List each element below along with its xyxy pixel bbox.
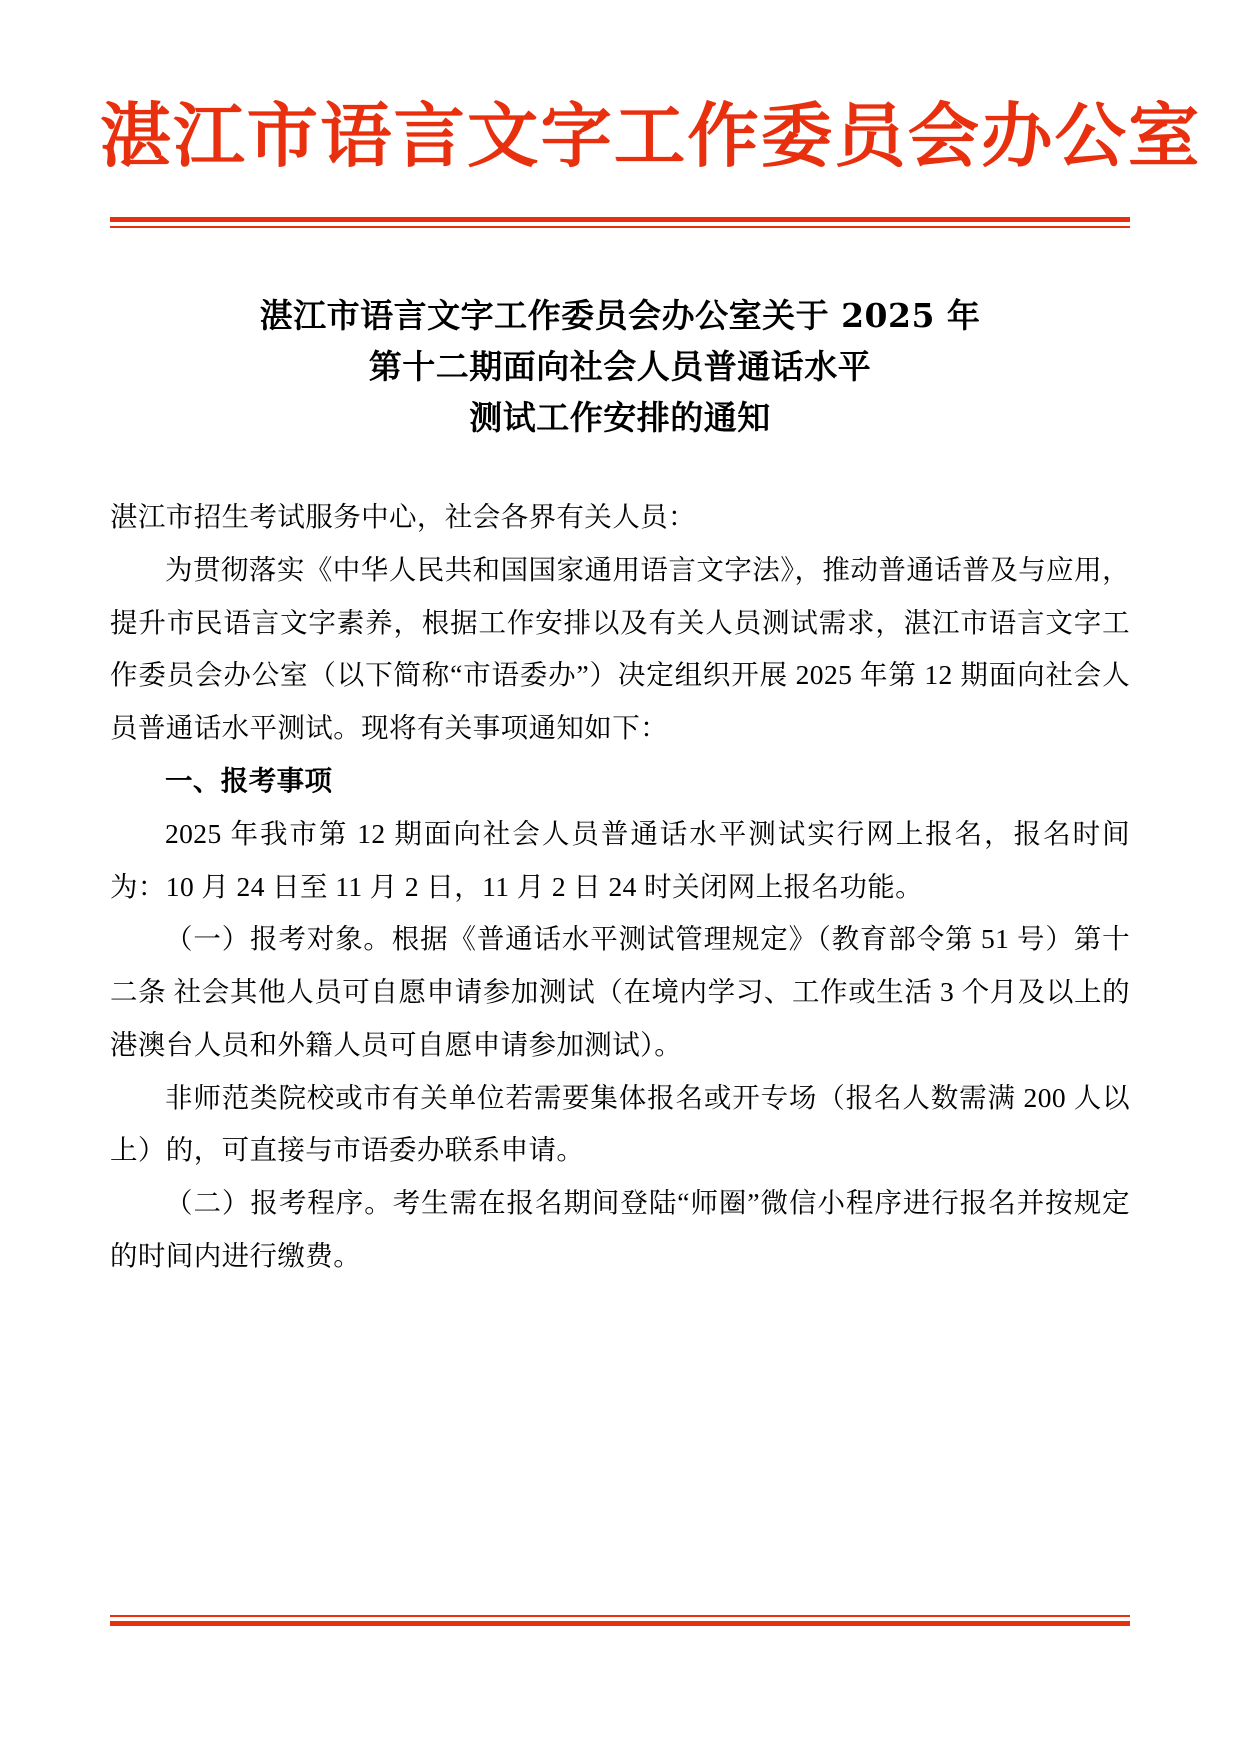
paragraph-registration-procedure: （二）报考程序。考生需在报名期间登陆“师圈”微信小程序进行报名并按规定的时间内进行缴费。 [110, 1187, 1130, 1272]
section-heading-registration: 一、报考事项 [165, 764, 333, 797]
paragraph-eligible-candidates: （一）报考对象。根据《普通话水平测试管理规定》（教育部令第 51 号）第十二条 社会其他人员可自愿申请参加测试（在境内学习、工作或生活 3 个月及以上的港澳台人员和外籍人员可自愿申请参加测试）。 [110, 923, 1130, 1060]
paragraph-registration-period: 2025 年我市第 12 期面向社会人员普通话水平测试实行网上报名，报名时间为：10 月 24 日至 11 月 2 日，11 月 2 日 24 时关闭网上报名功能。 [110, 817, 1130, 902]
paragraph-group-registration: 非师范类院校或市有关单位若需要集体报名或开专场（报名人数需满 200 人以上）的，可直接与市语委办联系申请。 [110, 1081, 1130, 1166]
letterhead [99, 0, 1202, 177]
document-body [110, 491, 1130, 1283]
document-title-line-3: 测试工作安排的通知 [469, 397, 771, 437]
footer-divider-thick-line [110, 1621, 1130, 1626]
document-title-line-1: 湛江市语言文字工作委员会办公室关于 2025 年 [259, 295, 981, 335]
salutation: 湛江市招生考试服务中心，社会各界有关人员： [110, 500, 696, 532]
paragraph-background: 为贯彻落实《中华人民共和国国家通用语言文字法》，推动普通话普及与应用，提升市民语言文字素养，根据工作安排以及有关人员测试需求，湛江市语言文字工作委员会办公室（以下简称“市语委办”）决定组织开展 2025 年第 12 期面向社会人员普通话水平测试。现将有关事项通知如下： [110, 553, 1130, 744]
footer-divider [110, 1615, 1130, 1626]
document-title-line-2: 第十二期面向社会人员普通话水平 [368, 346, 872, 386]
header-divider-thin-line [110, 226, 1130, 228]
document-title [110, 290, 1130, 443]
header-divider [110, 217, 1130, 228]
issuing-organization-title: 湛江市语言文字工作委员会办公室 [99, 94, 1202, 177]
